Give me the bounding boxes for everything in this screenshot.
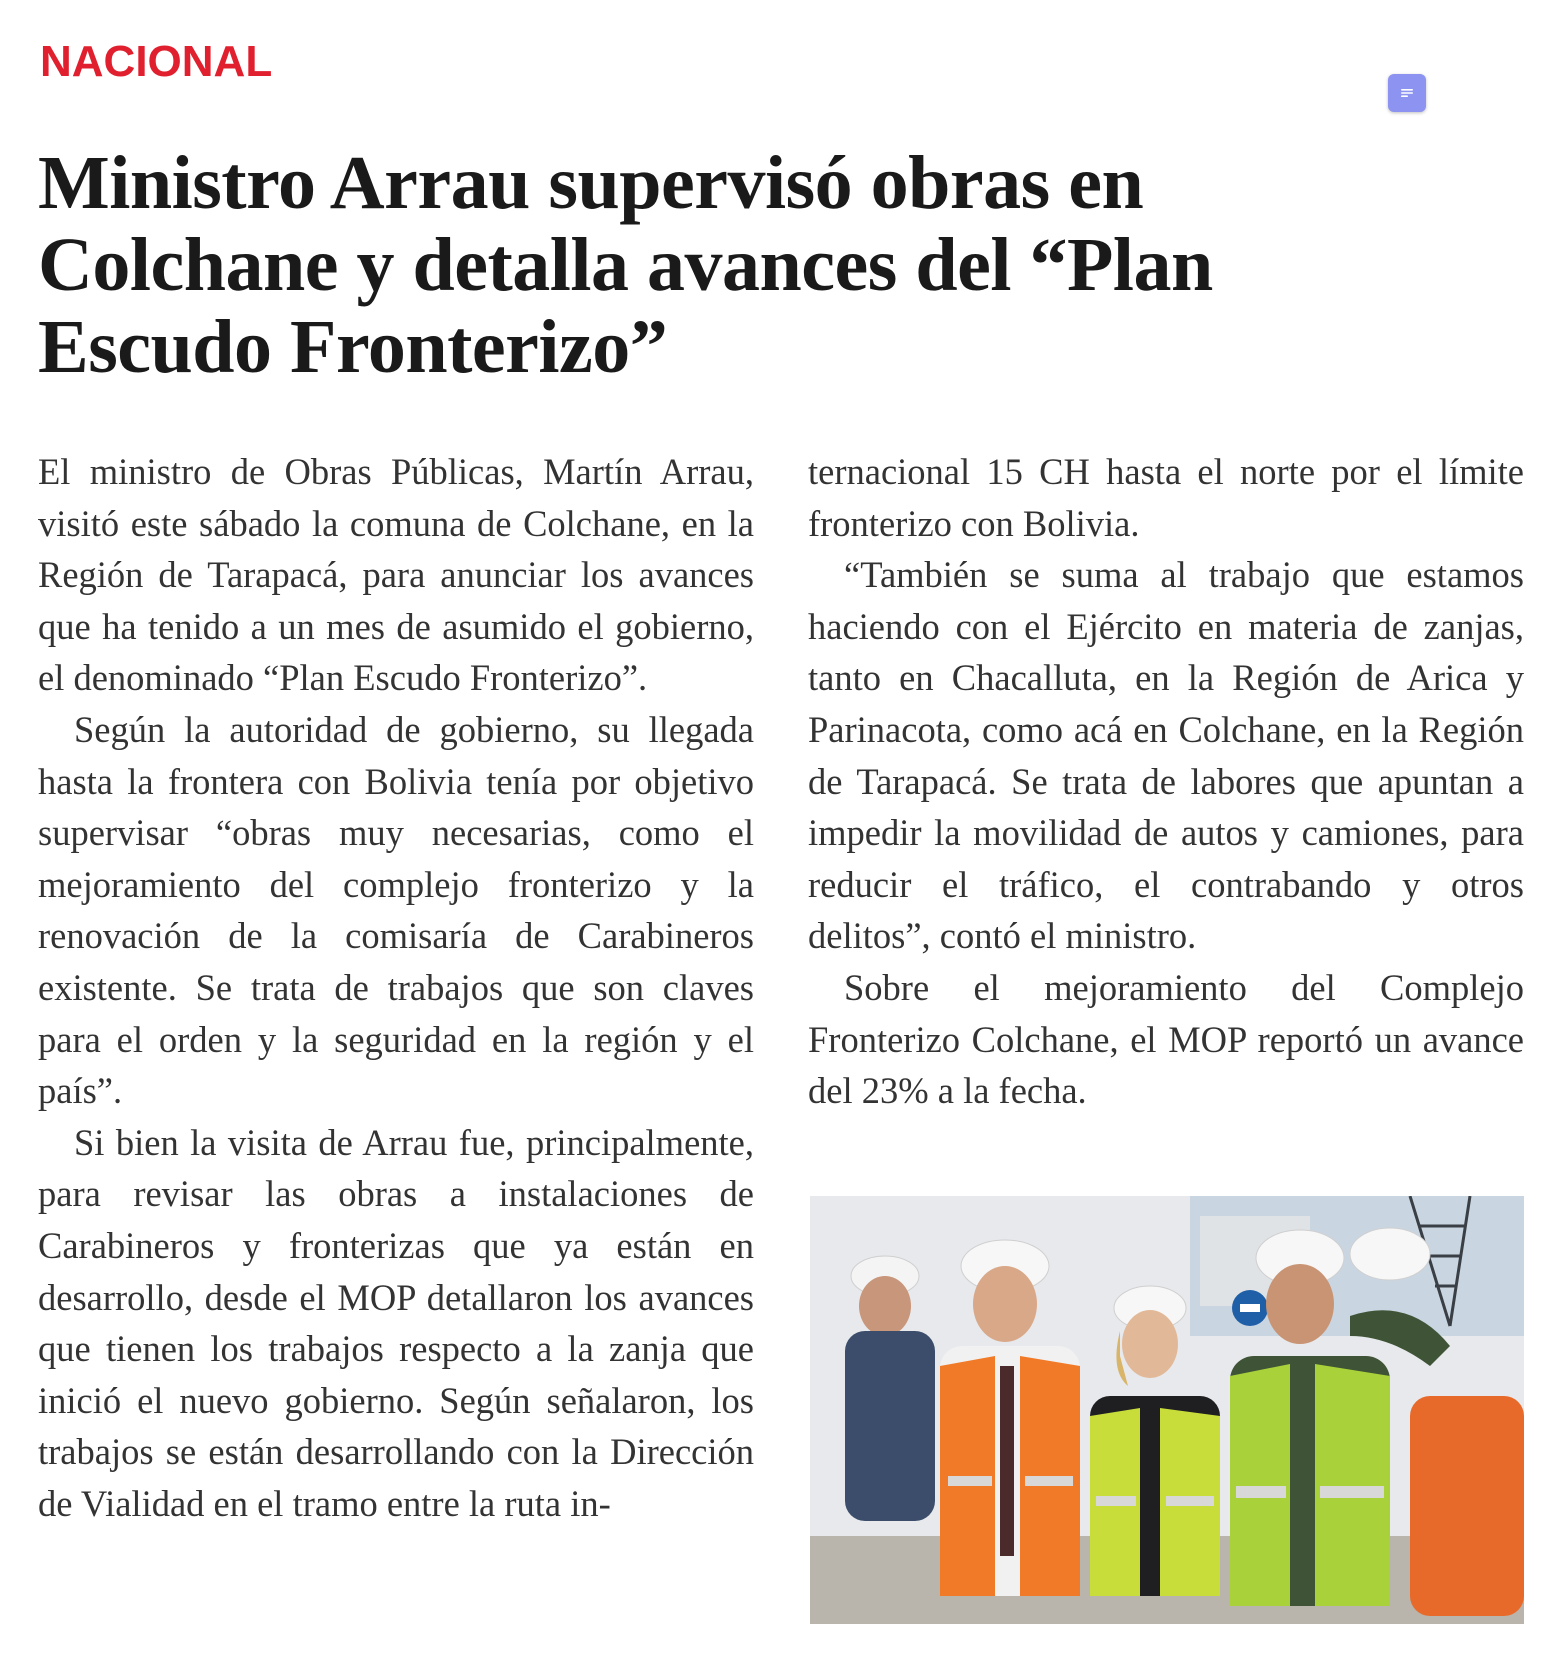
- paragraph: Si bien la visita de Arrau fue, principalmente, para revisar las obras a instalaciones de Carabineros y fronterizas que ya están en desarrollo, desde el MOP detallaron los avances que tienen los trabajos respecto a la zanja que inició el nuevo gobierno. Según señalaron, los trabajos se están desarrollando con la Dirección de Vialidad en el tramo entre la ruta in-: [38, 1121, 754, 1524]
- article-column-right: [808, 446, 1524, 1117]
- paragraph: Sobre el mejoramiento del Complejo Fronterizo Colchane, el MOP reportó un avance del 23% a la fecha.: [808, 966, 1524, 1112]
- paragraph: “También se suma al trabajo que estamos haciendo con el Ejército en materia de zanjas, tanto en Chacalluta, en la Región de Arica y Parinacota, como acá en Colchane, en la Región de Tarapacá. Se trata de labores que apuntan a impedir la movilidad de autos y camiones, para reducir el tráfico, el contrabando y otros delitos”, contó el ministro.: [808, 554, 1524, 957]
- paragraph: El ministro de Obras Públicas, Martín Arrau, visitó este sábado la comuna de Colchane, en la Región de Tarapacá, para anunciar los avances que ha tenido a un mes de asumido el gobierno, el denominado “Plan Escudo Fronterizo”.: [38, 451, 754, 699]
- article-column-left: [38, 446, 754, 1529]
- note-button[interactable]: [1388, 74, 1426, 112]
- article-photo: [810, 1196, 1524, 1624]
- paragraph: Según la autoridad de gobierno, su llegada hasta la frontera con Bolivia tenía por objetivo supervisar “obras muy necesarias, como el mejoramiento del complejo fronterizo y la renovación de la comisaría de Carabineros existente. Se trata de trabajos que son claves para el orden y la seguridad en la región y el país”.: [38, 708, 754, 1112]
- paragraph: ternacional 15 CH hasta el norte por el límite fronterizo con Bolivia.: [808, 451, 1524, 544]
- note-icon: [1399, 86, 1415, 100]
- section-label: NACIONAL: [40, 37, 273, 86]
- headline: Ministro Arrau supervisó obras en Colchane y detalla avances del “Plan Escudo Fronterizo”: [38, 141, 1213, 389]
